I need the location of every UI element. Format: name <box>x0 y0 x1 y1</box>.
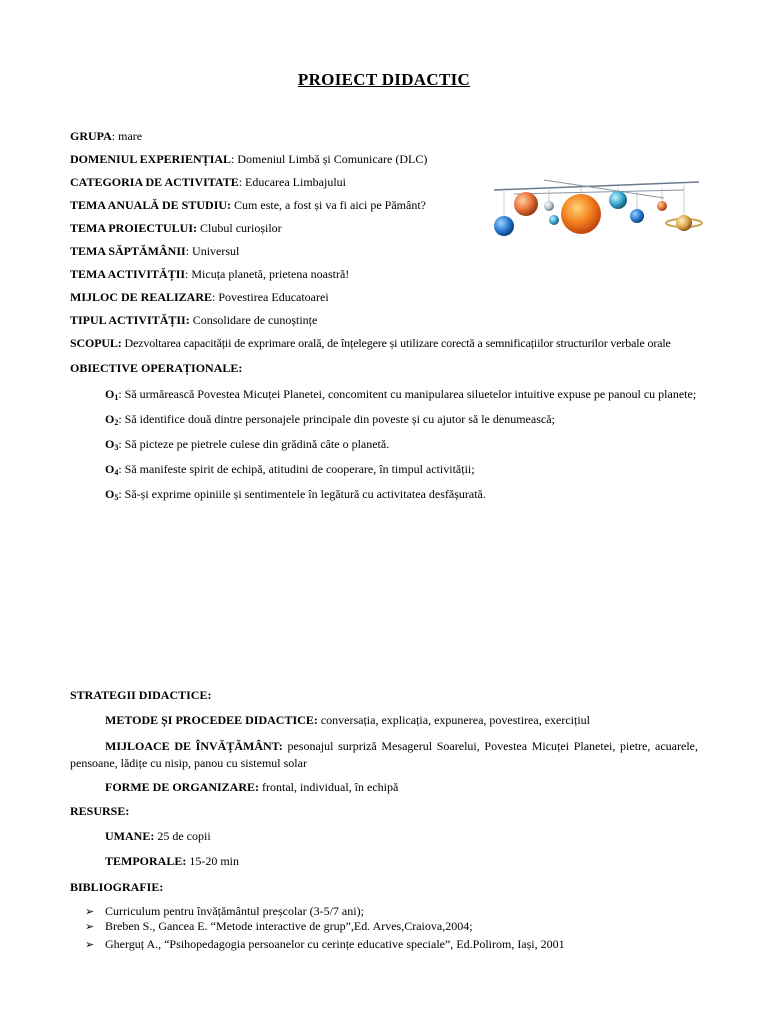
bibliography-item <box>85 904 364 919</box>
bibliography-text: Gherguț A., “Psihopedagogia persoanelor cu cerințe educative speciale”, Ed.Polirom, Iași, 2001 <box>105 937 565 951</box>
means-value-continued: pensoane, lădițe cu nisip, panou cu sistemul solar <box>70 756 307 770</box>
objective-item <box>105 437 389 455</box>
temporal-value: 15-20 min <box>189 854 240 868</box>
human-resources-line <box>105 829 211 843</box>
objective-code: O <box>105 487 115 501</box>
field-label: GRUPA <box>70 129 112 143</box>
field-tema-activitatii <box>70 267 349 281</box>
objectives-heading-text: OBIECTIVE OPERAȚIONALE: <box>70 361 243 375</box>
planet-neptune <box>494 216 514 236</box>
field-value: Dezvoltarea capacității de exprimare orală, de înțelegere și utilizare corectă a semnificațiilor structurilor verbale orale <box>124 336 671 350</box>
resources-heading-text: RESURSE: <box>70 804 130 818</box>
solar-system-mobile-image <box>484 160 724 250</box>
means-label: MIJLOACE DE ÎNVĂȚĂMÂNT: <box>105 739 283 753</box>
methods-label: METODE ȘI PROCEDEE DIDACTICE: <box>105 713 318 727</box>
objective-text: : Să urmărească Povestea Micuței Planetei, concomitent cu manipularea siluetelor intuitive expuse pe panoul cu planete; <box>118 387 697 401</box>
objective-text: : Să manifeste spirit de echipă, atitudini de cooperare, în timpul activității; <box>118 462 475 476</box>
field-sep: : <box>212 290 219 304</box>
field-label: TIPUL ACTIVITĂȚII: <box>70 313 190 327</box>
field-value: Educarea Limbajului <box>245 175 347 189</box>
field-scopul <box>70 336 671 350</box>
sun-icon <box>561 194 601 234</box>
field-sep: : <box>185 267 192 281</box>
methods-line <box>105 713 590 727</box>
arrow-bullet-icon: ➢ <box>85 939 95 951</box>
field-sep: : <box>111 129 119 143</box>
objective-code: O <box>105 462 115 476</box>
planet-jupiter <box>514 192 538 216</box>
field-tema-anuala <box>70 198 426 212</box>
document-title: PROIECT DIDACTIC <box>297 70 471 89</box>
objective-code: O <box>105 437 115 451</box>
objective-text: : Să picteze pe pietrele culese din grădină câte o planetă. <box>118 437 390 451</box>
objective-item <box>105 387 696 405</box>
means-line-1 <box>105 738 698 755</box>
bibliography-item <box>85 919 473 934</box>
field-label: TEMA PROIECTULUI: <box>70 221 198 235</box>
human-value: 25 de copii <box>157 829 211 843</box>
planet-mars <box>657 201 667 211</box>
field-categoria <box>70 175 346 189</box>
field-sep: : <box>185 244 193 258</box>
forms-line <box>105 780 398 794</box>
bibliography-heading <box>70 880 163 894</box>
field-value: mare <box>118 129 143 143</box>
temporal-resources-line <box>105 854 239 868</box>
field-value: Micuța planetă, prietena noastră! <box>191 267 350 281</box>
field-label: DOMENIUL EXPERIENȚIAL <box>70 152 232 166</box>
objective-number: 3 <box>114 443 119 452</box>
field-label: SCOPUL: <box>70 336 122 350</box>
objective-item <box>105 487 486 505</box>
field-grupa <box>70 129 142 143</box>
strategies-heading <box>70 688 211 702</box>
field-label: TEMA ANUALĂ DE STUDIU: <box>70 198 232 212</box>
objective-code: O <box>105 387 115 401</box>
objective-number: 5 <box>114 493 119 502</box>
field-sep: : <box>231 152 238 166</box>
objective-text: : Să identifice două dintre personajele principale din poveste și cu ajutor să le denumească; <box>118 412 555 426</box>
human-label: UMANE: <box>105 829 155 843</box>
field-mijloc-realizare <box>70 290 329 304</box>
objective-number: 4 <box>114 468 119 477</box>
field-label: MIJLOC DE REALIZARE <box>70 290 213 304</box>
field-label: CATEGORIA DE ACTIVITATE <box>70 175 239 189</box>
temporal-label: TEMPORALE: <box>105 854 187 868</box>
planet-earth <box>609 191 627 209</box>
planet-uranus <box>549 215 559 225</box>
means-value: pesonajul surpriză Mesagerul Soarelui, Povestea Micuței Planetei, pietre, acuarele, <box>287 739 698 753</box>
field-sep: : <box>238 175 246 189</box>
field-domeniul <box>70 152 427 166</box>
field-tema-proiectului <box>70 221 282 235</box>
means-paragraph <box>70 738 698 772</box>
field-tipul-activitatii <box>70 313 317 327</box>
objectives-heading <box>70 361 242 375</box>
planet-small <box>544 201 554 211</box>
methods-value: conversația, explicația, expunerea, povestirea, exercițiul <box>320 713 591 727</box>
bibliography-item <box>85 937 565 952</box>
resources-heading <box>70 804 129 818</box>
forms-label: FORME DE ORGANIZARE: <box>105 780 260 794</box>
field-label: TEMA SĂPTĂMÂNII <box>70 244 186 258</box>
planet-saturn <box>676 215 692 231</box>
planet-blue <box>630 209 644 223</box>
field-tema-saptamanii <box>70 244 239 258</box>
field-value: Cum este, a fost și va fi aici pe Pământ? <box>234 198 426 212</box>
objective-number: 2 <box>114 418 119 427</box>
strategies-heading-text: STRATEGII DIDACTICE: <box>70 688 212 702</box>
field-value: Povestirea Educatoarei <box>218 290 329 304</box>
objective-item <box>105 462 475 480</box>
objective-number: 1 <box>114 393 119 402</box>
field-value: Clubul curioșilor <box>200 221 282 235</box>
arrow-bullet-icon: ➢ <box>85 906 95 918</box>
objective-code: O <box>105 412 115 426</box>
field-value: Universul <box>192 244 240 258</box>
field-value: Consolidare de cunoștințe <box>192 313 318 327</box>
bibliography-text: Breben S., Gancea E. “Metode interactive de grup”,Ed. Arves,Craiova,2004; <box>105 919 473 933</box>
bibliography-heading-text: BIBLIOGRAFIE: <box>70 880 164 894</box>
bibliography-text: Curriculum pentru învățământul preșcolar (3-5/7 ani); <box>105 904 364 918</box>
arrow-bullet-icon: ➢ <box>85 921 95 933</box>
objective-item <box>105 412 555 430</box>
field-label: TEMA ACTIVITĂȚII <box>70 267 186 281</box>
objective-text: : Să-și exprime opiniile și sentimentele în legătură cu activitatea desfășurată. <box>118 487 486 501</box>
forms-value: frontal, individual, în echipă <box>262 780 399 794</box>
field-value: Domeniul Limbă și Comunicare (DLC) <box>237 152 428 166</box>
